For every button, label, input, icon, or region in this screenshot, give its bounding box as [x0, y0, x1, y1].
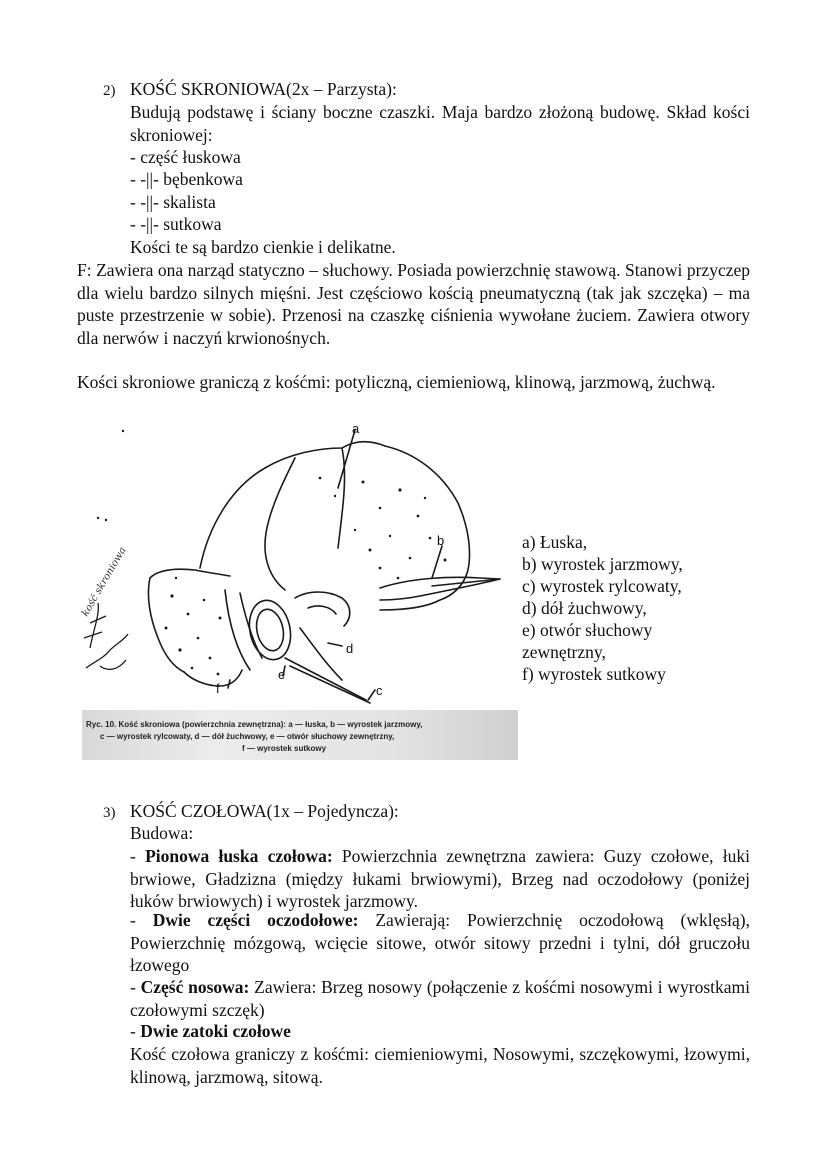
section-intro: Budują podstawę i ściany boczne czaszki. Maja bardzo złożoną budowę. Skład kości skroniowej:	[130, 102, 750, 145]
legend-item: d) dół żuchwowy,	[522, 598, 647, 618]
list-item: - -||- bębenkowa	[130, 169, 243, 189]
legend-item: zewnętrzny,	[522, 642, 606, 662]
figure-label-c: c	[376, 683, 383, 698]
item-bold-title: Część nosowa:	[140, 977, 250, 997]
margin-handwritten-note: kość skroniowa	[80, 545, 129, 619]
section-heading: KOŚĆ CZOŁOWA(1x – Pojedyncza):	[130, 801, 399, 821]
section-number: 2)	[103, 83, 116, 99]
list-item: - Dwie części oczodołowe: Zawierają: Powierzchnię oczodołową (wklęsłą), Powierzchnię mózgową, wcięcie sitowe, otwór sitowy przedni i tylni, dół gruczołu łzowego	[130, 910, 751, 975]
figure-caption-line: c — wyrostek rylcowaty, d — dół żuchwowy, e — otwór słuchowy zewnętrzny,	[100, 732, 395, 741]
legend-item: f) wyrostek sutkowy	[522, 664, 666, 684]
legend-item: b) wyrostek jarzmowy,	[522, 554, 683, 574]
legend-item: e) otwór słuchowy	[522, 620, 653, 640]
legend-item: c) wyrostek rylcowaty,	[522, 576, 682, 596]
section-heading: KOŚĆ SKRONIOWA(2x – Parzysta):	[130, 79, 397, 99]
temporal-bone-figure	[80, 418, 520, 763]
figure-label-f: f	[216, 681, 220, 696]
list-item: - -||- skalista	[130, 192, 216, 212]
item-bold-title: Dwie zatoki czołowe	[140, 1021, 291, 1041]
figure-caption-strip	[82, 710, 518, 760]
item-bold-title: Pionowa łuska czołowa:	[145, 846, 333, 866]
figure-label-e: e	[278, 667, 286, 682]
borders-paragraph: Kość czołowa graniczy z kośćmi: ciemieniowymi, Nosowymi, szczękowymi, łzowymi, klinową, jarzmową, sitową.	[130, 1044, 750, 1087]
section-number: 3)	[103, 805, 116, 821]
function-paragraph: F: Zawiera ona narząd statyczno – słuchowy. Posiada powierzchnię stawową. Stanowi przyczep dla wielu bardzo silnych mięśni. Jest częściowo kością pneumatyczną (tak jak szczęka) – ma puste przestrzenie w sobie). Przenosi na czaszkę ciśnienia wywołane żuciem. Zawiera otwory dla nerwów i naczyń krwionośnych.	[77, 260, 750, 348]
section-note: Kości te są bardzo cienkie i delikatne.	[130, 237, 396, 257]
list-item: - część łuskowa	[130, 147, 241, 167]
list-item: - Część nosowa: Zawiera: Brzeg nosowy (połączenie z kośćmi nosowymi i wyrostkami czołowymi szczęk)	[130, 977, 751, 1020]
figure-label-b: b	[437, 533, 445, 548]
figure-caption-line: Ryc. 10. Kość skroniowa (powierzchnia zewnętrzna): a — łuska, b — wyrostek jarzmowy,	[86, 720, 423, 729]
figure-label-a: a	[352, 421, 360, 436]
list-item: - Pionowa łuska czołowa: Powierzchnia zewnętrzna zawiera: Guzy czołowe, łuki brwiowe, Gładzizna (między łukami brwiowymi), Brzeg nad oczodołowy (poniżej łuków brwiowych) i wyrostek jarzmowy.	[130, 846, 750, 911]
figure-caption-line: f — wyrostek sutkowy	[242, 744, 327, 753]
figure-label-d: d	[346, 641, 354, 656]
budowa-label: Budowa:	[130, 823, 194, 843]
borders-paragraph: Kości skroniowe graniczą z kośćmi: potyliczną, ciemieniową, klinową, jarzmową, żuchwą.	[77, 372, 716, 392]
item-bold-title: Dwie części oczodołowe:	[152, 910, 359, 930]
list-item: - Dwie zatoki czołowe	[130, 1021, 291, 1041]
legend-item: a) Łuska,	[522, 532, 588, 552]
list-item: - -||- sutkowa	[130, 214, 222, 234]
